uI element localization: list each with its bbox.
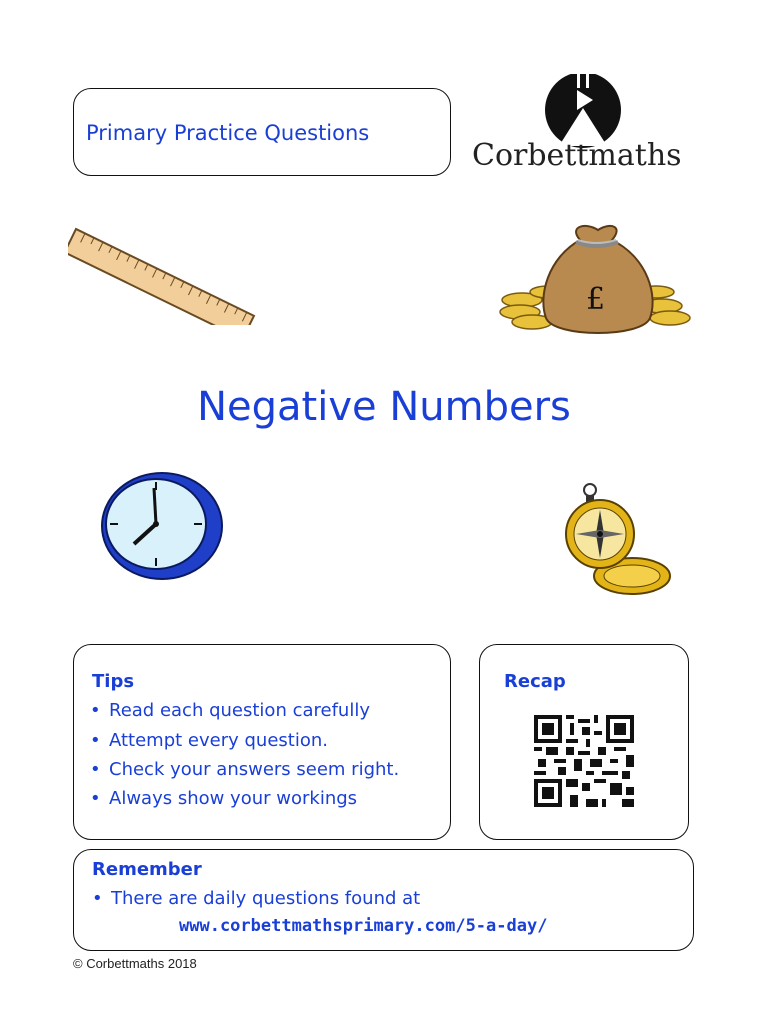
- recap-heading: Recap: [504, 671, 566, 692]
- qr-code-icon[interactable]: [534, 715, 634, 807]
- remember-box: [73, 849, 694, 951]
- clock-icon: [96, 470, 226, 580]
- tips-bullet: •: [90, 788, 101, 809]
- tips-heading: Tips: [92, 671, 135, 692]
- tips-item: Attempt every question.: [109, 730, 328, 751]
- tips-bullet: •: [90, 700, 101, 721]
- remember-bullet: •: [92, 888, 103, 909]
- ruler-icon: [68, 205, 258, 325]
- tips-bullet: •: [90, 730, 101, 751]
- page-title: Negative Numbers: [197, 384, 571, 430]
- header-label: Primary Practice Questions: [86, 121, 370, 145]
- recap-box: [479, 644, 689, 840]
- tips-item: Check your answers seem right.: [109, 759, 400, 780]
- compass-icon: [562, 480, 674, 602]
- remember-heading: Remember: [92, 859, 202, 880]
- header-box: [73, 88, 451, 176]
- tips-box: [73, 644, 451, 840]
- logo-text: Corbettmaths: [472, 138, 682, 173]
- tips-item: Always show your workings: [109, 788, 358, 809]
- remember-item: There are daily questions found at: [111, 888, 421, 909]
- money-bag-icon: [498, 218, 693, 346]
- copyright: © Corbettmaths 2018: [73, 956, 197, 971]
- tips-bullet: •: [90, 759, 101, 780]
- tips-item: Read each question carefully: [109, 700, 370, 721]
- pound-symbol: £: [586, 282, 606, 317]
- five-a-day-link[interactable]: www.corbettmathsprimary.com/5-a-day/: [179, 916, 548, 936]
